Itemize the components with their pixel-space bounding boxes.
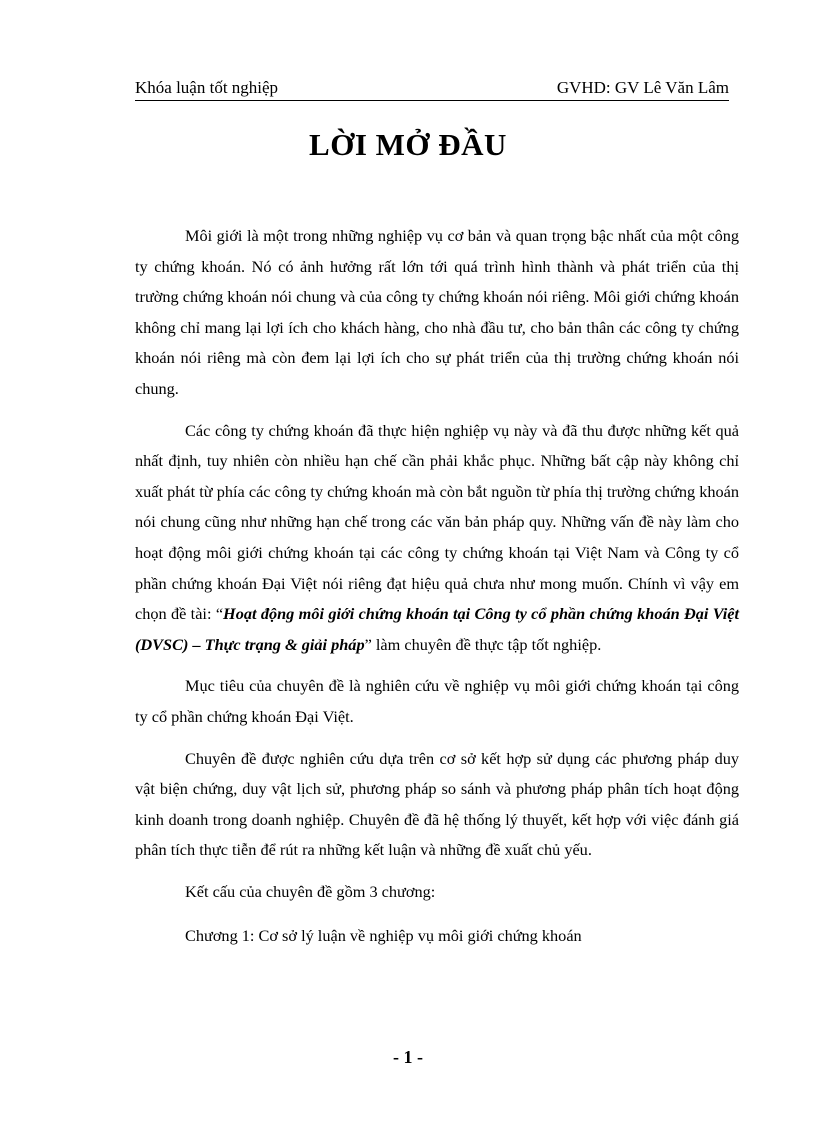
- thesis-topic-title: Hoạt động môi giới chứng khoán tại Công ty cổ phần chứng khoán Đại Việt (DVSC) – Thực trạng & giải pháp: [135, 604, 739, 654]
- paragraph-chapter-1: Chương 1: Cơ sở lý luận về nghiệp vụ môi giới chứng khoán: [185, 926, 582, 946]
- paragraph-structure: Kết cấu của chuyên đề gồm 3 chương:: [185, 881, 436, 901]
- paragraph-topic-end: ” làm chuyên đề thực tập tốt nghiệp.: [364, 634, 602, 654]
- header-advisor-label: GVHD: GV Lê Văn Lâm: [556, 78, 729, 97]
- paragraph-objective: Mục tiêu của chuyên đề là nghiên cứu về nghiệp vụ môi giới chứng khoán tại công ty cổ phần chứng khoán Đại Việt.: [135, 676, 739, 726]
- document-body: [135, 221, 739, 966]
- paragraph-topic-start: Các công ty chứng khoán đã thực hiện nghiệp vụ này và đã thu được những kết quả nhất định, tuy nhiên còn nhiều hạn chế cần phải khắc phục. Những bất cập này không chỉ xuất phát từ phía các công ty chứng khoán mà còn bắt nguồn từ phía thị trường chứng khoán nói chung cũng như những hạn chế trong các văn bản pháp quy. Những vấn đề này làm cho hoạt động môi giới chứng khoán tại các công ty chứng khoán tại Việt Nam và Công ty cổ phần chứng khoán Đại Việt nói riêng đạt hiệu quả chưa như mong muốn. Chính vì vậy em chọn đề tài: “: [135, 420, 739, 624]
- header-thesis-label: Khóa luận tốt nghiệp: [135, 78, 279, 97]
- paragraph-method: Chuyên đề được nghiên cứu dựa trên cơ sở kết hợp sử dụng các phương pháp duy vật biện chứng, duy vật lịch sử, phương pháp so sánh và phương pháp phân tích hoạt động kinh doanh trong doanh nghiệp. Chuyên đề đã hệ thống lý thuyết, kết hợp với việc đánh giá phân tích thực tiễn để rút ra những kết luận và những đề xuất chủ yếu.: [135, 748, 739, 860]
- page-title: LỜI MỞ ĐẦU: [309, 127, 507, 162]
- page-header: [135, 74, 729, 101]
- paragraph-topic: [135, 416, 739, 661]
- paragraph-intro: Môi giới là một trong những nghiệp vụ cơ bản và quan trọng bậc nhất của một công ty chứng khoán. Nó có ảnh hưởng rất lớn tới quá trình hình thành và phát triển của thị trường chứng khoán nói chung và của công ty chứng khoán nói riêng. Môi giới chứng khoán không chỉ mang lại lợi ích cho khách hàng, cho nhà đầu tư, cho bản thân các công ty chứng khoán nói riêng mà còn đem lại lợi ích cho sự phát triển của thị trường chứng khoán nói chung.: [135, 226, 739, 398]
- page-number: - 1 -: [393, 1047, 423, 1067]
